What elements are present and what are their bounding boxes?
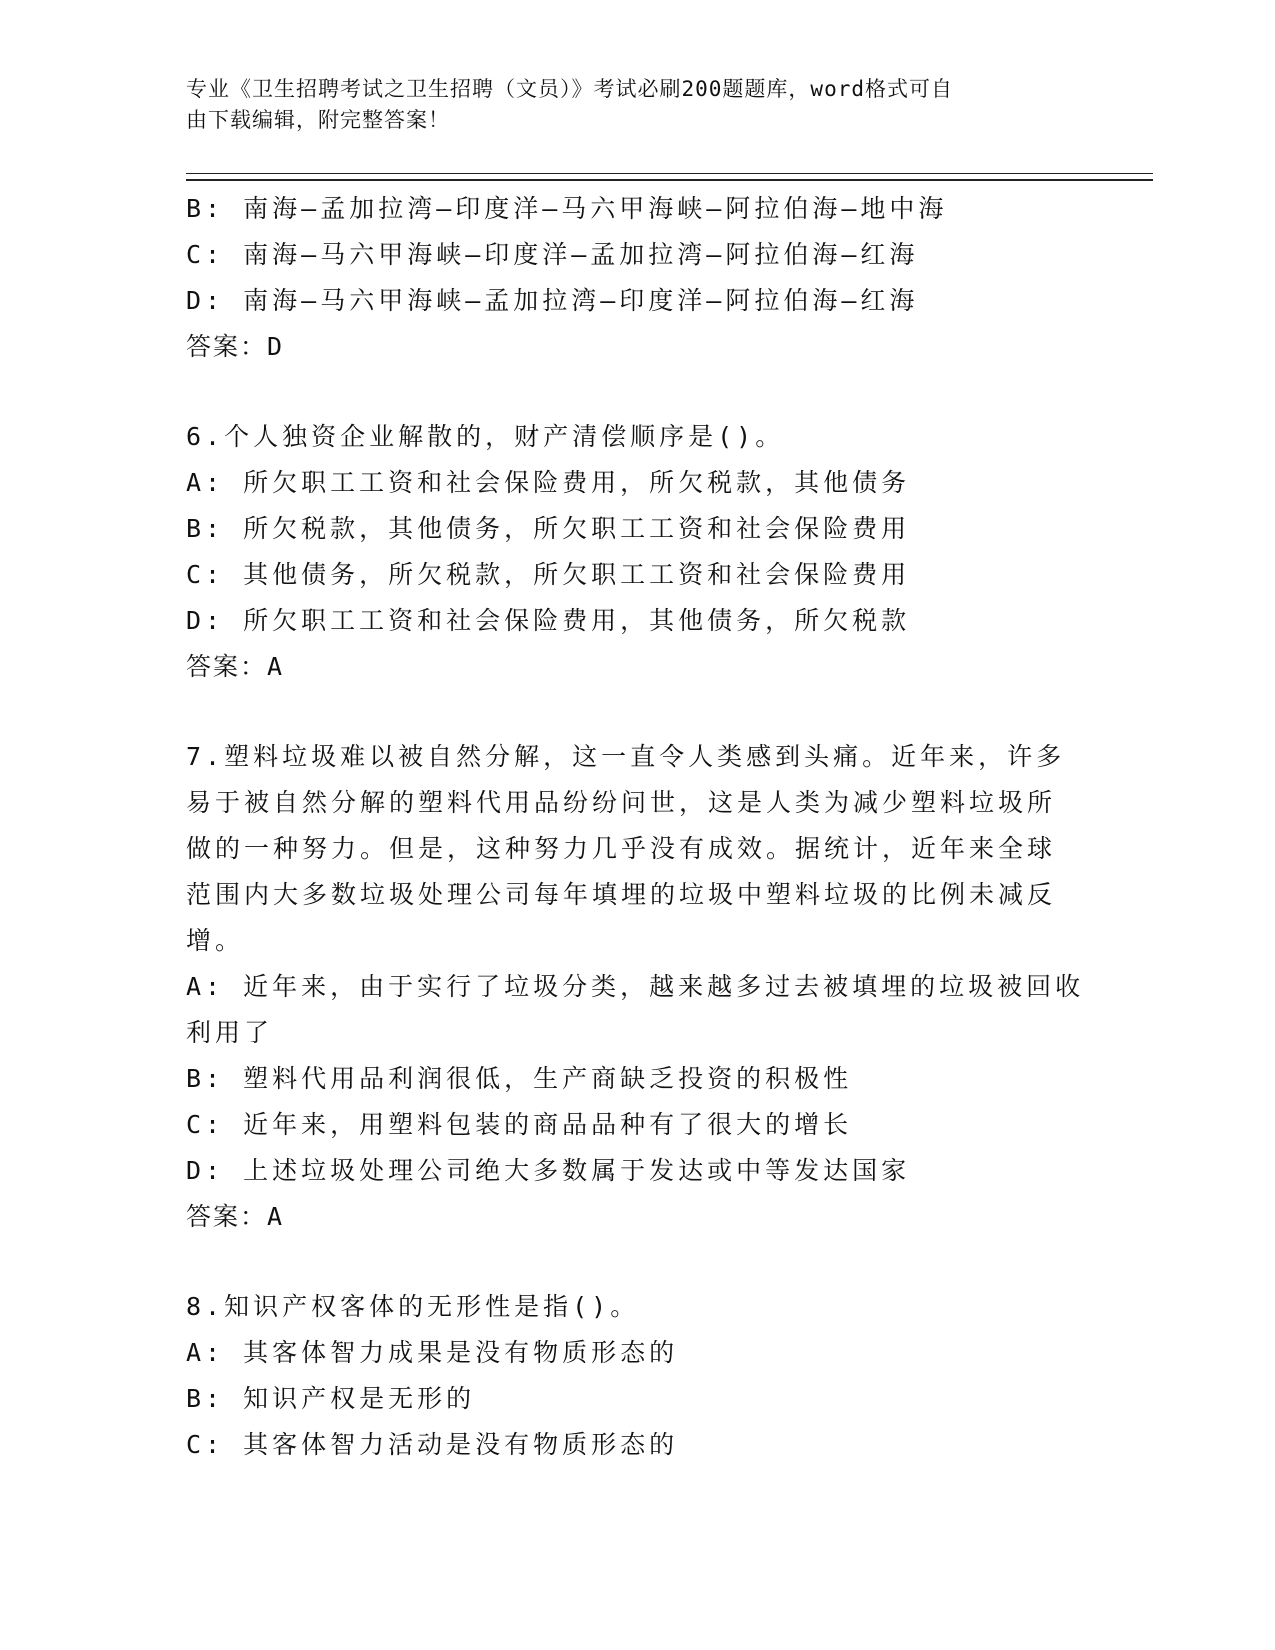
question-text: 6.个人独资企业解散的，财产清偿顺序是()。: [186, 422, 785, 451]
option-b: B: 所欠税款，其他债务，所欠职工工资和社会保险费用: [186, 514, 911, 543]
question-5-remainder: [186, 186, 1086, 370]
answer: 答案：D: [186, 332, 285, 361]
spacer: [186, 370, 1086, 414]
option-b: B: 塑料代用品利润很低，生产商缺乏投资的积极性: [186, 1064, 853, 1093]
option-c: C: 南海—马六甲海峡—印度洋—孟加拉湾—阿拉伯海—红海: [186, 240, 919, 269]
option-d: D: 所欠职工工资和社会保险费用，其他债务，所欠税款: [186, 606, 911, 635]
option-a: A: 所欠职工工资和社会保险费用，所欠税款，其他债务: [186, 468, 911, 497]
header-divider-thin: [186, 173, 1153, 174]
question-8: [186, 1284, 1086, 1468]
option-c: C: 近年来，用塑料包装的商品品种有了很大的增长: [186, 1110, 853, 1139]
question-text-line-4: 范围内大多数垃圾处理公司每年填埋的垃圾中塑料垃圾的比例未减反: [186, 880, 1057, 909]
question-7: [186, 734, 1086, 1240]
answer: 答案：A: [186, 652, 285, 681]
option-c: C: 其客体智力活动是没有物质形态的: [186, 1430, 679, 1459]
answer: 答案：A: [186, 1202, 285, 1231]
question-text-line-2: 易于被自然分解的塑料代用品纷纷问世，这是人类为减少塑料垃圾所: [186, 788, 1057, 817]
option-a: A: 其客体智力成果是没有物质形态的: [186, 1338, 679, 1367]
option-d: D: 南海—马六甲海峡—孟加拉湾—印度洋—阿拉伯海—红海: [186, 286, 919, 315]
option-b: B: 南海—孟加拉湾—印度洋—马六甲海峡—阿拉伯海—地中海: [186, 194, 948, 223]
document-header: [186, 74, 1066, 136]
question-text-line-1: 7.塑料垃圾难以被自然分解，这一直令人类感到头痛。近年来，许多: [186, 742, 1066, 771]
option-c: C: 其他债务，所欠税款，所欠职工工资和社会保险费用: [186, 560, 911, 589]
header-divider-thick: [186, 179, 1153, 181]
question-text-line-5: 增。: [186, 926, 245, 955]
question-6: [186, 414, 1086, 690]
question-text: 8.知识产权客体的无形性是指()。: [186, 1292, 640, 1321]
question-content: [186, 186, 1086, 1468]
question-text-line-3: 做的一种努力。但是，这种努力几乎没有成效。据统计，近年来全球: [186, 834, 1057, 863]
header-title-line-1: 专业《卫生招聘考试之卫生招聘（文员）》考试必刷200题题库，word格式可自: [186, 77, 953, 101]
option-d: D: 上述垃圾处理公司绝大多数属于发达或中等发达国家: [186, 1156, 911, 1185]
option-a-line-2: 利用了: [186, 1018, 274, 1047]
option-a-line-1: A: 近年来，由于实行了垃圾分类，越来越多过去被填埋的垃圾被回收: [186, 972, 1085, 1001]
spacer: [186, 1240, 1086, 1284]
header-title-line-2: 由下载编辑，附完整答案！: [186, 108, 450, 132]
spacer: [186, 690, 1086, 734]
option-b: B: 知识产权是无形的: [186, 1384, 476, 1413]
